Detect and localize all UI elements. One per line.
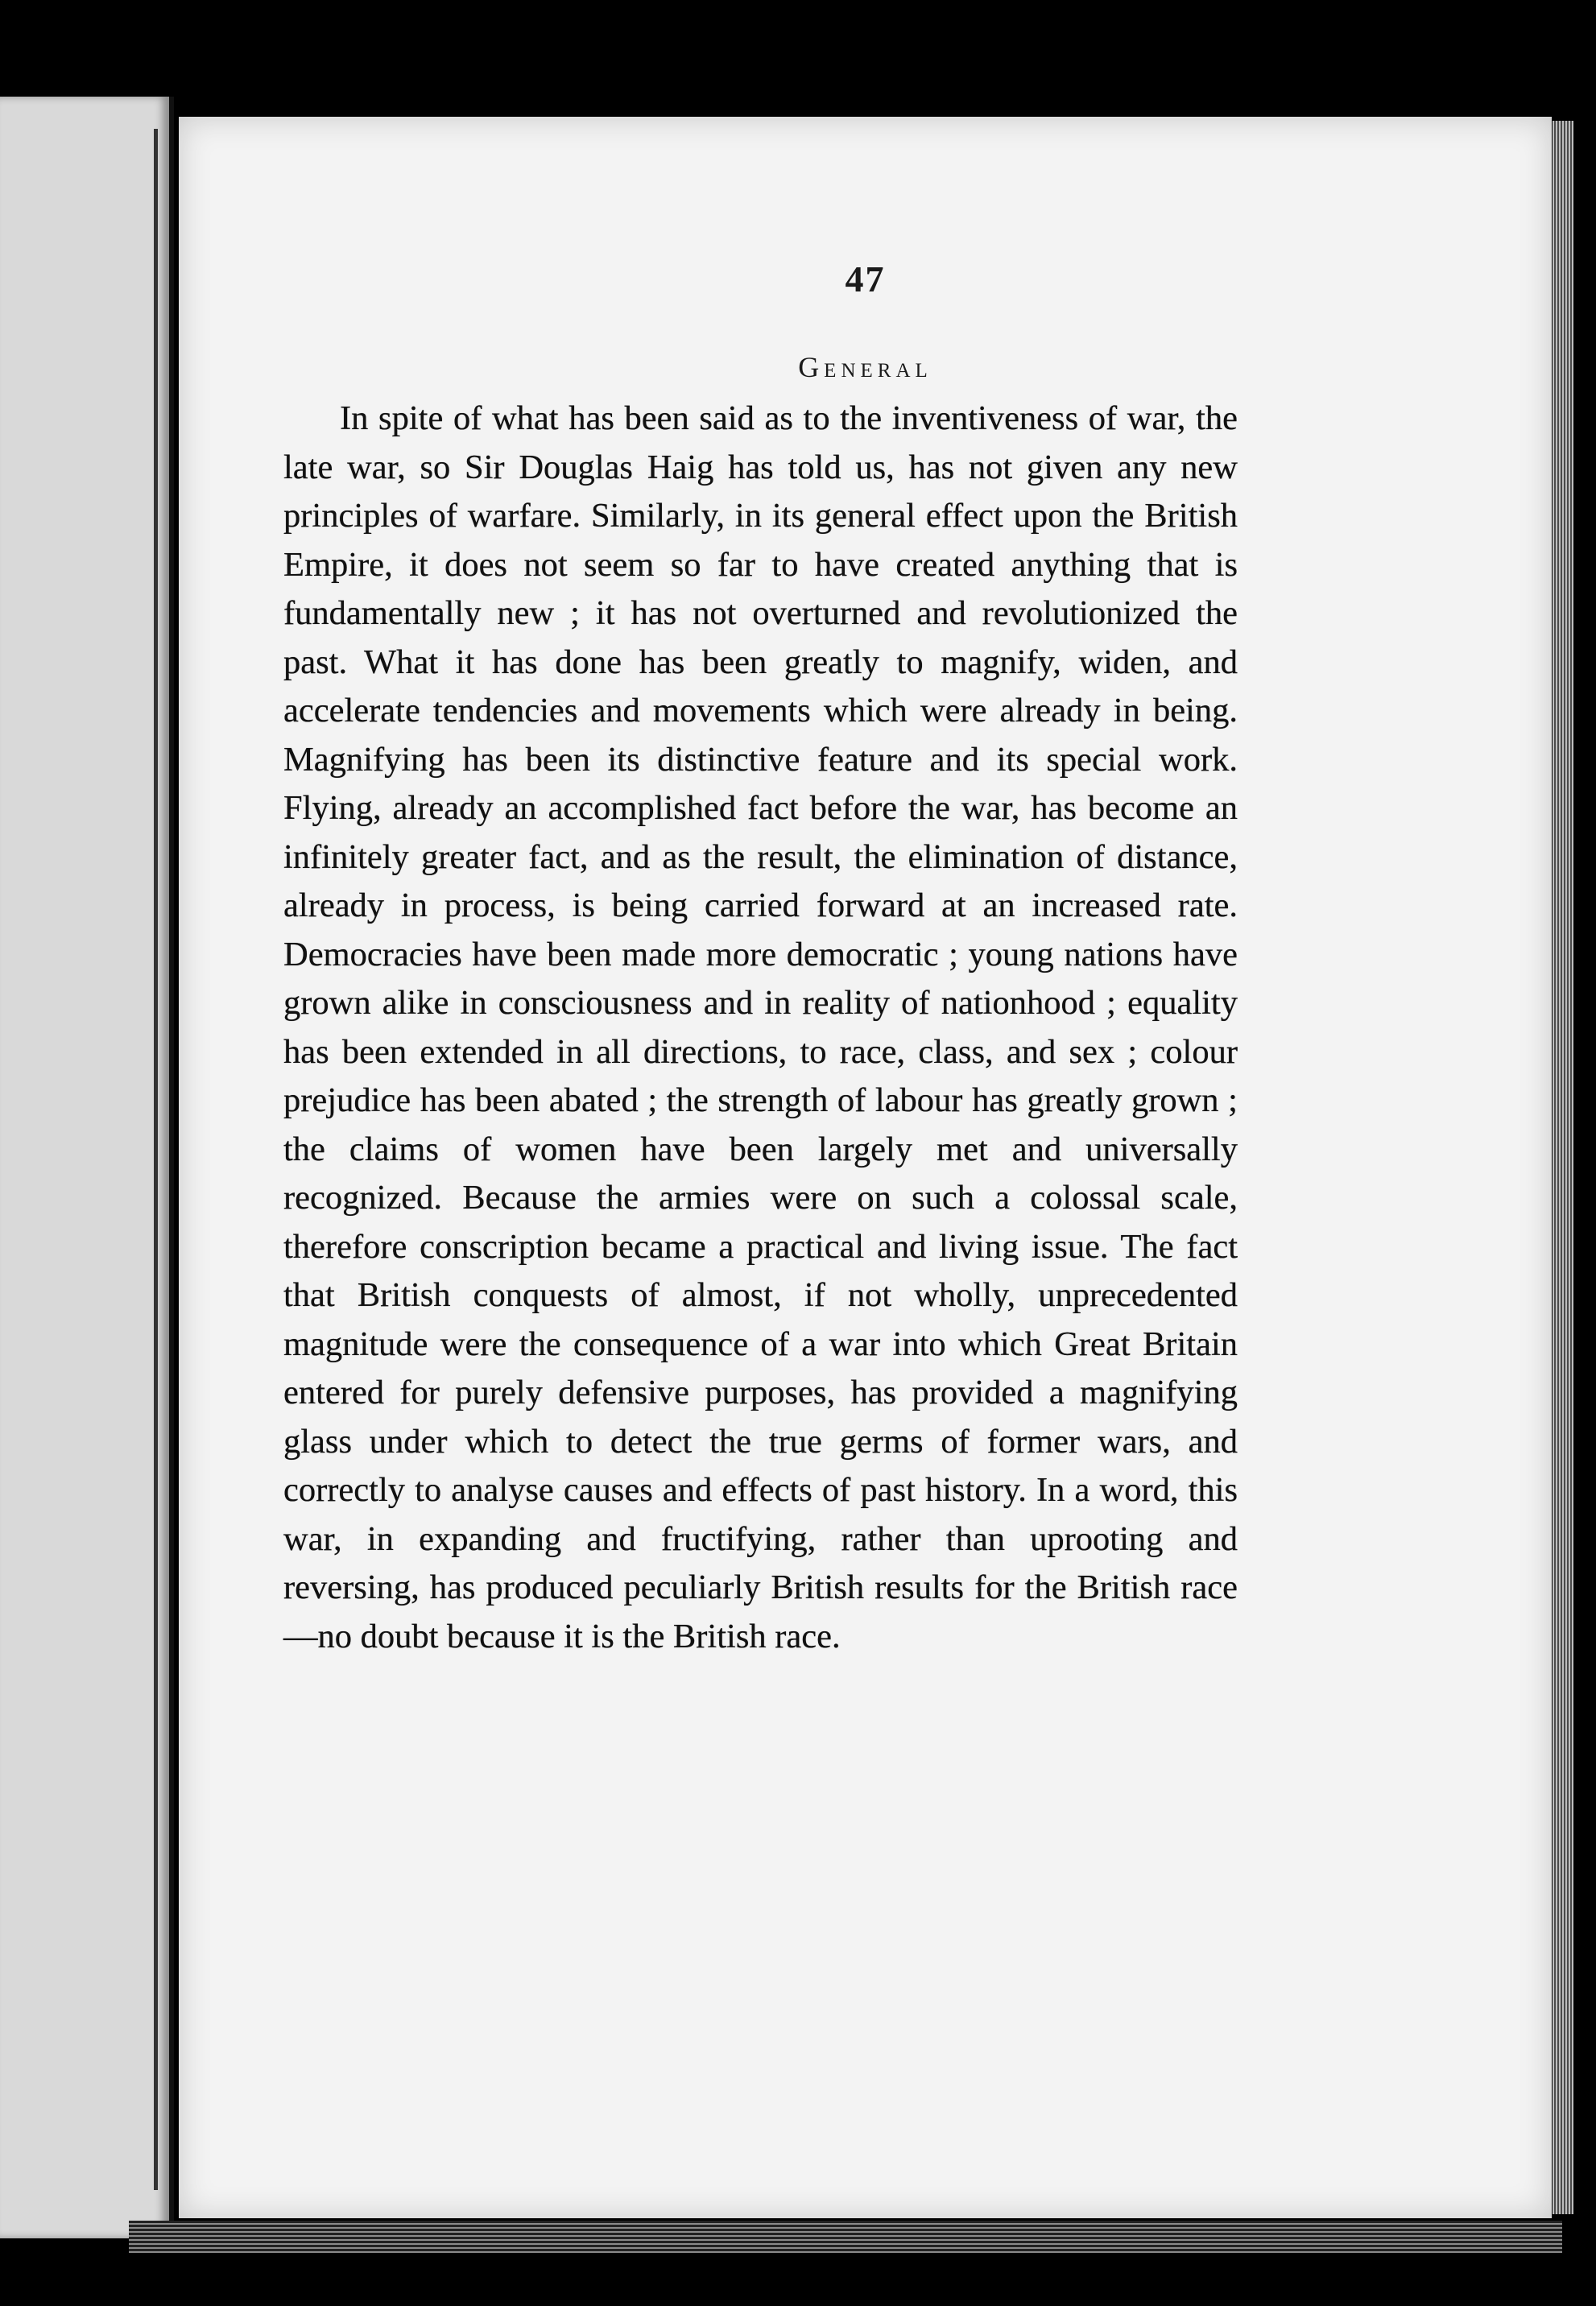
bottom-page-edge [129, 2221, 1562, 2253]
section-heading: General [798, 351, 932, 383]
facing-page-edge [0, 97, 174, 2238]
page-stack-edge [1553, 121, 1573, 2214]
book-page [179, 117, 1552, 2218]
body-paragraph: In spite of what has been said as to the inventiveness of war, the late war, so Sir Douglas Haig has told us, has not given any new principles of warfare. Similarly, in its general effect upon the British Empire, it does not seem so far to have created anything that is fundamentally new ; it has not overturned and revolutionized the past. What it has done has been greatly to magnify, widen, and accelerate tendencies and movements which were already in being. Magnifying has been its distinctive feature and its special work. Flying, already an accomplished fact before the war, has become an infinitely greater fact, and as the result, the elimination of distance, already in process, is being carried forward at an increased rate. Democracies have been made more democratic ; young nations have grown alike in consciousness and in reality of nationhood ; equality has been extended in all directions, to race, class, and sex ; colour prejudice has been abated ; the strength of labour has greatly grown ; the claims of women have been largely met and universally recognized. Because the armies were on such a colossal scale, therefore conscription became a practical and living issue. The fact that British conquests of almost, if not wholly, unprecedented magnitude were the consequence of a war into which Great Britain entered for purely defensive purposes, has provided a magnifying glass under which to detect the true germs of former wars, and correctly to analyse causes and effects of past history. In a word, this war, in expanding and fructifying, rather than uprooting and reversing, has produced peculiarly British results for the British race—no doubt because it is the British race. [283, 399, 1238, 1655]
binding-line [154, 129, 158, 2190]
page-number: 47 [845, 258, 886, 300]
